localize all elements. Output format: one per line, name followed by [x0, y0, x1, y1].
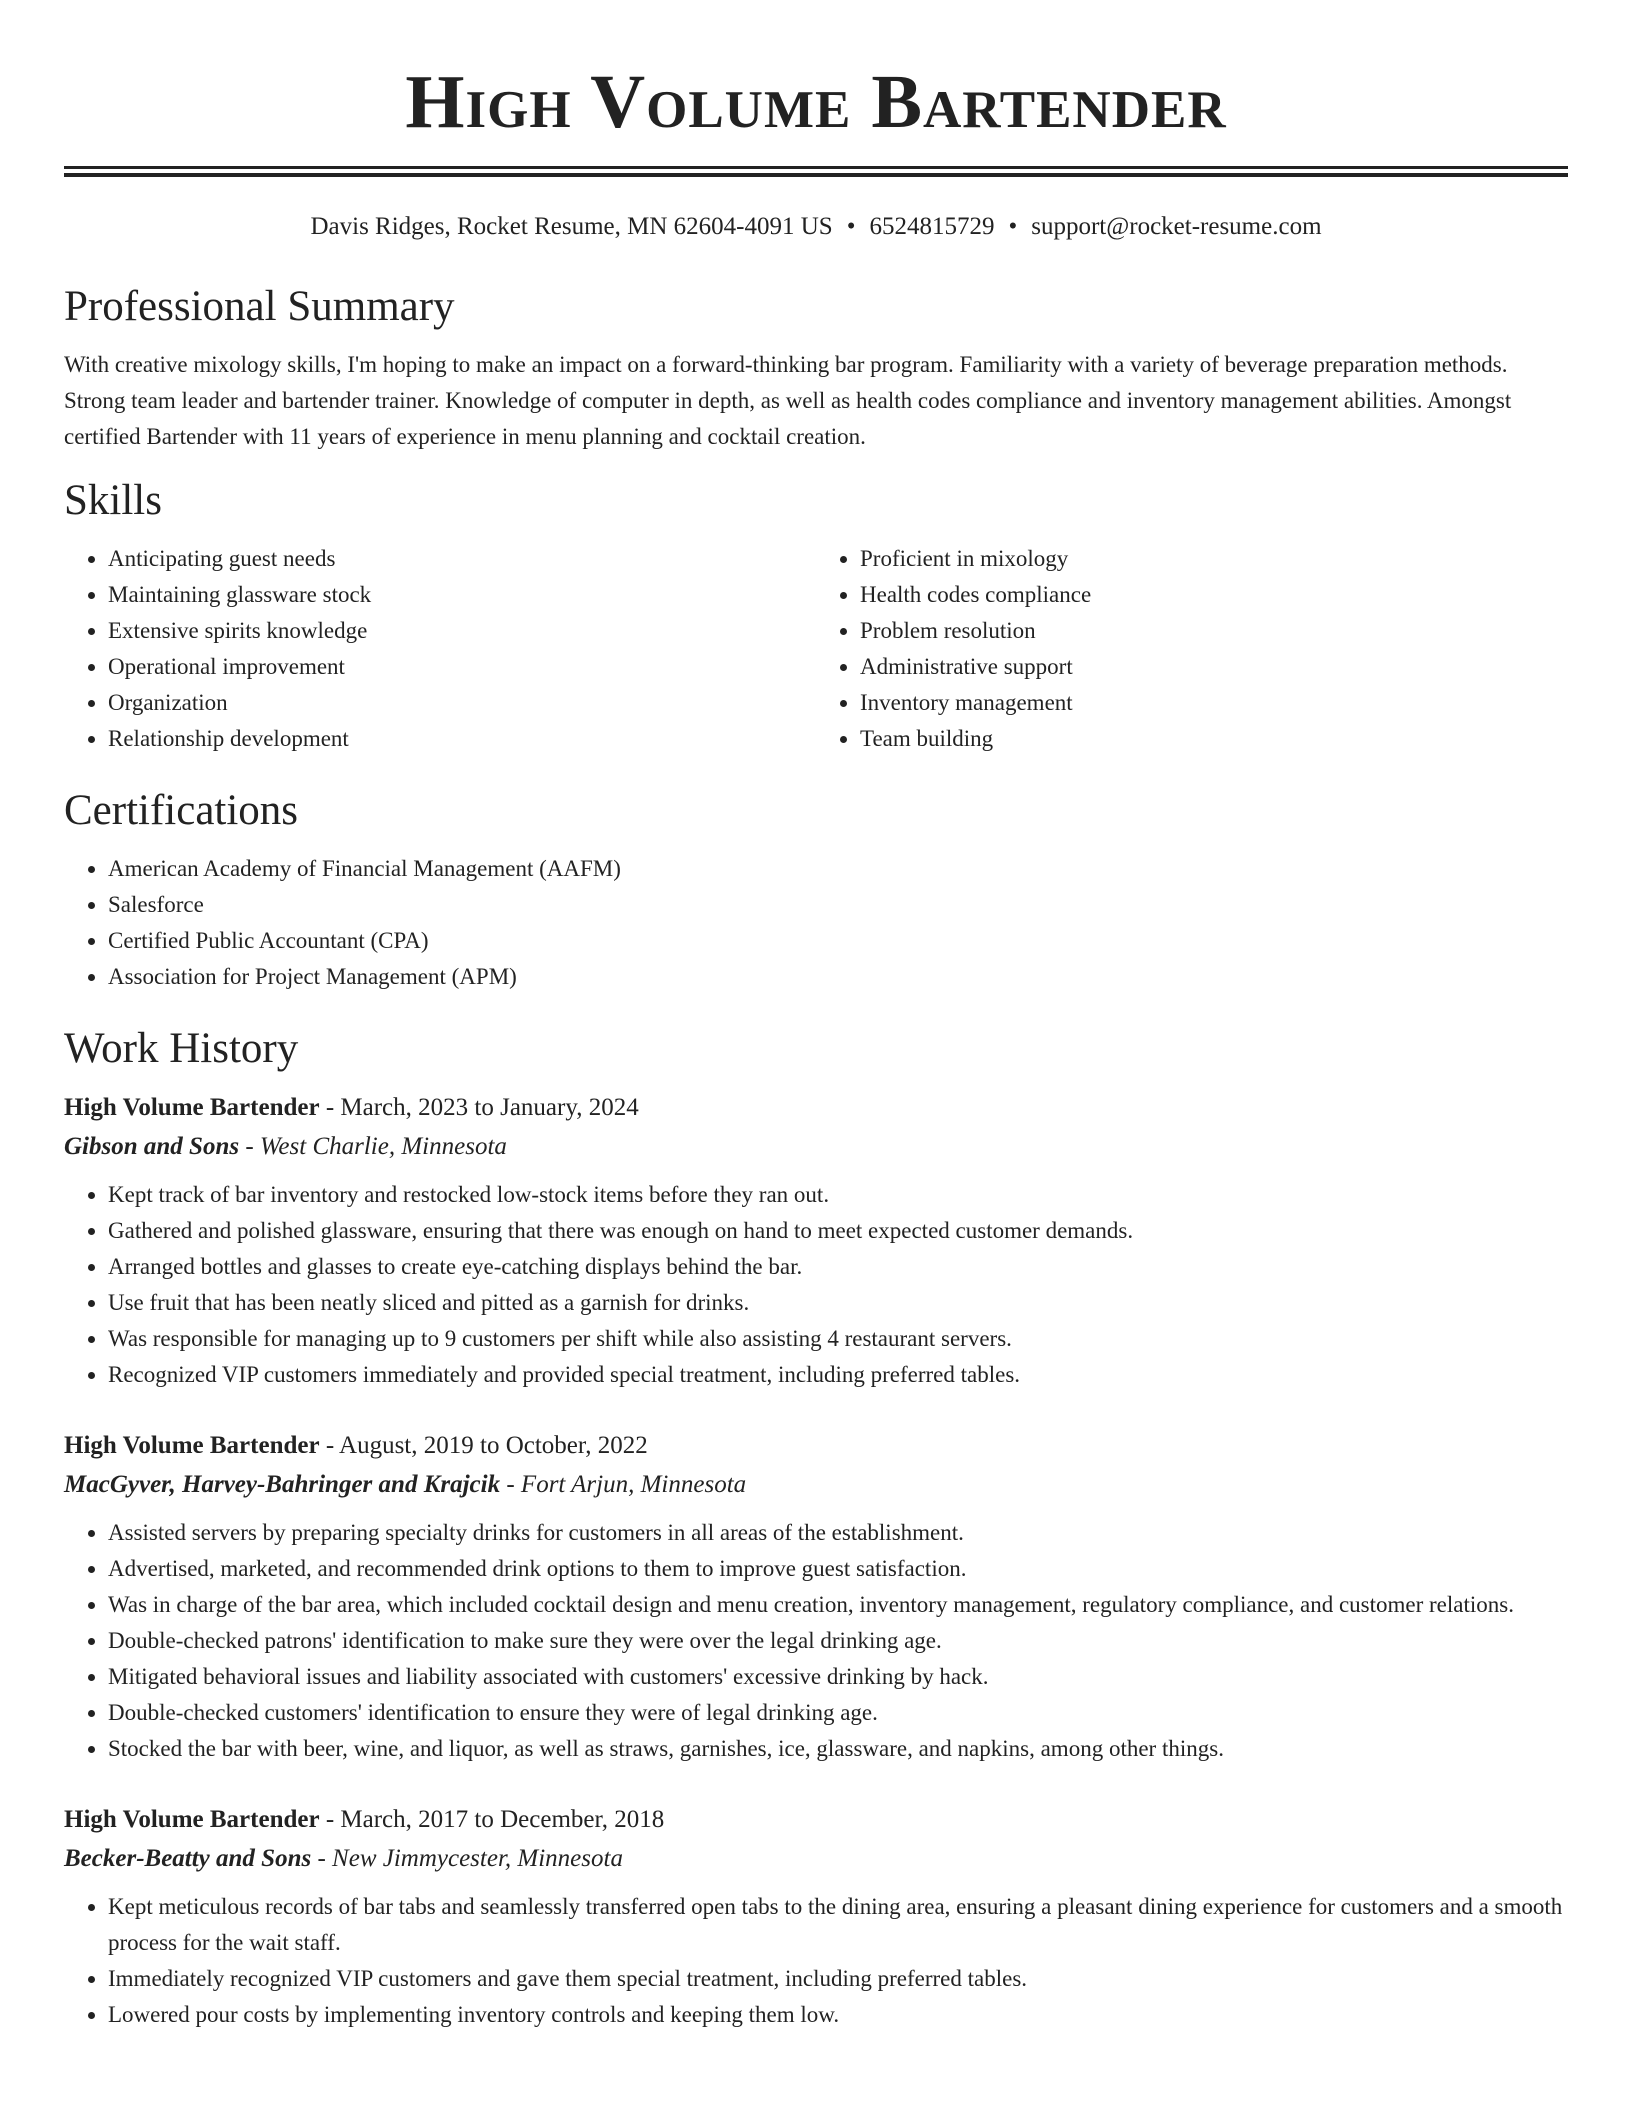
job-bullet: • Kept meticulous records of bar tabs and seamlessly transferred open tabs to the dining area, ensuring a pleasant dining experience for customers and a smooth process for the wait staff.: [108, 1889, 1568, 1961]
job-location: - New Jimmycester, Minnesota: [311, 1845, 623, 1872]
job-title: High Volume Bartender: [64, 1432, 320, 1459]
summary-heading: Professional Summary: [64, 283, 455, 330]
job-bullets: [64, 1177, 1568, 1393]
job-bullet: • Double-checked patrons' identification to make sure they were over the legal drinking age.: [108, 1623, 1568, 1659]
skills-list-right: [816, 541, 1568, 757]
job-bullet: • Use fruit that has been neatly sliced and pitted as a garnish for drinks.: [108, 1285, 1568, 1321]
skill-item: • Extensive spirits knowledge: [108, 613, 816, 649]
title-divider: [64, 166, 1568, 177]
contact-address: Davis Ridges, Rocket Resume, MN 62604-4091 US: [310, 213, 833, 240]
job-company-line: [64, 1839, 1568, 1879]
job-title: High Volume Bartender: [64, 1806, 320, 1833]
skill-item: • Relationship development: [108, 721, 816, 757]
job-company: Gibson and Sons: [64, 1133, 240, 1160]
resume-page: [64, 0, 1568, 2033]
job-company: MacGyver, Harvey-Bahringer and Krajcik: [64, 1471, 501, 1498]
job-location: - Fort Arjun, Minnesota: [500, 1471, 747, 1498]
skill-item: • Maintaining glassware stock: [108, 577, 816, 613]
skill-item: • Team building: [860, 721, 1568, 757]
skills-list-left: [64, 541, 816, 757]
job-title-line: [64, 1427, 1568, 1465]
skill-item: • Health codes compliance: [860, 577, 1568, 613]
job-bullet: • Mitigated behavioral issues and liability associated with customers' excessive drinking by hack.: [108, 1659, 1568, 1695]
certification-item: • Certified Public Accountant (CPA): [108, 923, 1568, 959]
job-company-line: [64, 1465, 1568, 1505]
job-company: Becker-Beatty and Sons: [64, 1845, 312, 1872]
job-bullet: • Advertised, marketed, and recommended drink options to them to improve guest satisfaction.: [108, 1551, 1568, 1587]
skill-item: • Operational improvement: [108, 649, 816, 685]
job-bullet: • Immediately recognized VIP customers and gave them special treatment, including preferred tables.: [108, 1961, 1568, 1997]
job-bullet: • Lowered pour costs by implementing inventory controls and keeping them low.: [108, 1997, 1568, 2033]
skills-heading: Skills: [64, 477, 162, 524]
job-dates: - March, 2023 to January, 2024: [319, 1094, 639, 1121]
resume-title: High Volume Bartender: [405, 60, 1227, 144]
job-bullet: • Was responsible for managing up to 9 customers per shift while also assisting 4 restaurant servers.: [108, 1321, 1568, 1357]
job-title-line: [64, 1801, 1568, 1839]
contact-email[interactable]: support@rocket-resume.com: [1031, 213, 1322, 240]
job-bullet: • Kept track of bar inventory and restocked low-stock items before they ran out.: [108, 1177, 1568, 1213]
job-bullet: • Stocked the bar with beer, wine, and liquor, as well as straws, garnishes, ice, glassware, and napkins, among other things.: [108, 1731, 1568, 1767]
certification-item: • Salesforce: [108, 887, 1568, 923]
work-history-heading: Work History: [64, 1025, 299, 1072]
job-entry: [64, 1427, 1568, 1767]
job-bullet: • Arranged bottles and glasses to create eye-catching displays behind the bar.: [108, 1249, 1568, 1285]
job-location: - West Charlie, Minnesota: [239, 1133, 507, 1160]
job-bullet: • Was in charge of the bar area, which included cocktail design and menu creation, inventory management, regulatory compliance, and customer relations.: [108, 1587, 1568, 1623]
contact-phone: 6524815729: [869, 213, 995, 240]
job-bullet: • Double-checked customers' identification to ensure they were of legal drinking age.: [108, 1695, 1568, 1731]
skill-item: • Proficient in mixology: [860, 541, 1568, 577]
contact-line: [64, 211, 1568, 243]
skill-item: • Administrative support: [860, 649, 1568, 685]
summary-text: With creative mixology skills, I'm hoping to make an impact on a forward-thinking bar program. Familiarity with a variety of beverage preparation methods. Strong team leader and bartender trainer. Knowledge of computer in depth, as well as health codes compliance and inventory management abilities. Amongst certified Bartender with 11 years of experience in menu planning and cocktail creation.: [64, 352, 1512, 449]
skills-columns: [64, 541, 1568, 757]
job-entry: [64, 1801, 1568, 2033]
job-dates: - August, 2019 to October, 2022: [319, 1432, 648, 1459]
job-bullet: • Recognized VIP customers immediately and provided special treatment, including preferred tables.: [108, 1357, 1568, 1393]
certification-item: • American Academy of Financial Management (AAFM): [108, 851, 1568, 887]
job-bullet: • Gathered and polished glassware, ensuring that there was enough on hand to meet expected customer demands.: [108, 1213, 1568, 1249]
job-dates: - March, 2017 to December, 2018: [319, 1806, 665, 1833]
contact-separator: •: [846, 213, 856, 240]
certification-item: • Association for Project Management (APM): [108, 959, 1568, 995]
job-title: High Volume Bartender: [64, 1094, 320, 1121]
skill-item: • Anticipating guest needs: [108, 541, 816, 577]
job-bullets: [64, 1515, 1568, 1767]
certifications-heading: Certifications: [64, 787, 299, 834]
job-title-line: [64, 1089, 1568, 1127]
job-company-line: [64, 1127, 1568, 1167]
skill-item: • Organization: [108, 685, 816, 721]
certifications-list: [64, 851, 1568, 995]
job-entry: [64, 1089, 1568, 1393]
contact-separator: •: [1008, 213, 1018, 240]
skill-item: • Inventory management: [860, 685, 1568, 721]
job-bullet: • Assisted servers by preparing specialty drinks for customers in all areas of the establishment.: [108, 1515, 1568, 1551]
job-bullets: [64, 1889, 1568, 2033]
skill-item: • Problem resolution: [860, 613, 1568, 649]
